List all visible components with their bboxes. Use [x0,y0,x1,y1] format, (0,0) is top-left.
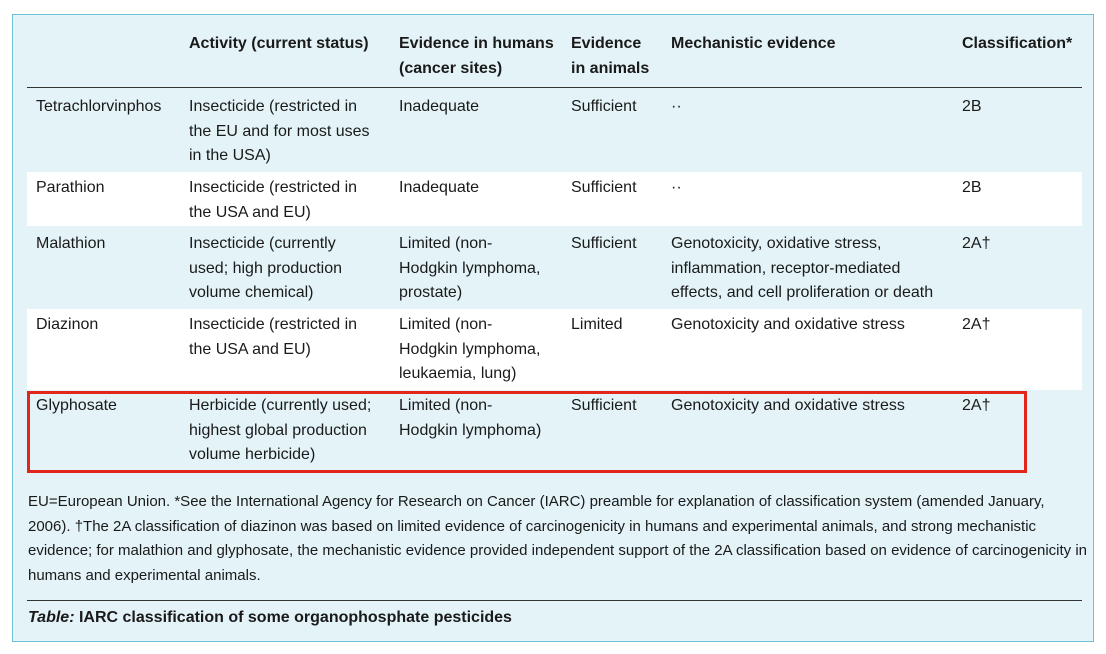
header-activity: Activity (current status) [189,35,369,52]
row-animals: Sufficient [571,397,637,414]
row-classification: 2A† [962,235,991,252]
table-caption [28,609,512,627]
row-activity: Insecticide (currently used; high production volume chemical) [189,235,342,301]
row-classification: 2B [962,179,982,196]
row-classification: 2A† [962,397,991,414]
row-mechanistic: Genotoxicity and oxidative stress [671,397,905,414]
row-name: Parathion [36,179,105,196]
highlight-box [27,391,1027,473]
row-humans: Inadequate [399,98,480,115]
row-name: Diazinon [36,316,99,333]
row-classification: 2B [962,98,982,115]
caption-label: Table: [28,609,75,626]
row-animals: Limited [571,316,623,333]
row-activity: Insecticide (restricted in the EU and for most uses in the USA) [189,98,370,164]
header-animals: Evidence in animals [571,35,650,77]
header-classification: Classification* [962,35,1073,52]
row-mechanistic: ·· [671,98,682,115]
row-classification: 2A† [962,316,991,333]
table-footnote: EU=European Union. *See the International Agency for Research on Cancer (IARC) preamble for explanation of classification system (amended January, 2006). †The 2A classification of diazinon was based on limited evidence of carcinogenicity in humans and experimental animals, and strong mechanistic evidence; for malathion and glyphosate, the mechanistic evidence provided independent support of the 2A classification based on evidence of carcinogenicity in humans and experimental animals. [28,493,1088,584]
header-mechanistic: Mechanistic evidence [671,35,836,52]
row-mechanistic: ·· [671,179,682,196]
row-name: Malathion [36,235,106,252]
row-animals: Sufficient [571,235,637,252]
row-name: Tetrachlorvinphos [36,98,162,115]
row-activity: Insecticide (restricted in the USA and EU) [189,316,358,358]
row-band-parathion [27,172,1082,226]
row-animals: Sufficient [571,179,637,196]
header-humans: Evidence in humans (cancer sites) [399,35,554,77]
header-rule [27,87,1082,88]
footnote-rule [27,600,1082,601]
row-mechanistic: Genotoxicity, oxidative stress, inflammation, receptor-mediated effects, and cell proliferation or death [671,235,934,301]
row-humans: Limited (non- Hodgkin lymphoma, prostate) [399,235,541,301]
row-humans: Inadequate [399,179,480,196]
row-animals: Sufficient [571,98,637,115]
row-activity: Insecticide (restricted in the USA and EU) [189,179,358,221]
caption-text: IARC classification of some organophosphate pesticides [74,609,512,626]
row-name: Glyphosate [36,397,117,414]
row-humans: Limited (non- Hodgkin lymphoma) [399,397,542,439]
row-humans: Limited (non- Hodgkin lymphoma, leukaemia, lung) [399,316,541,382]
row-mechanistic: Genotoxicity and oxidative stress [671,316,905,333]
row-activity: Herbicide (currently used; highest global production volume herbicide) [189,397,372,463]
row-band-diazinon [27,309,1082,390]
